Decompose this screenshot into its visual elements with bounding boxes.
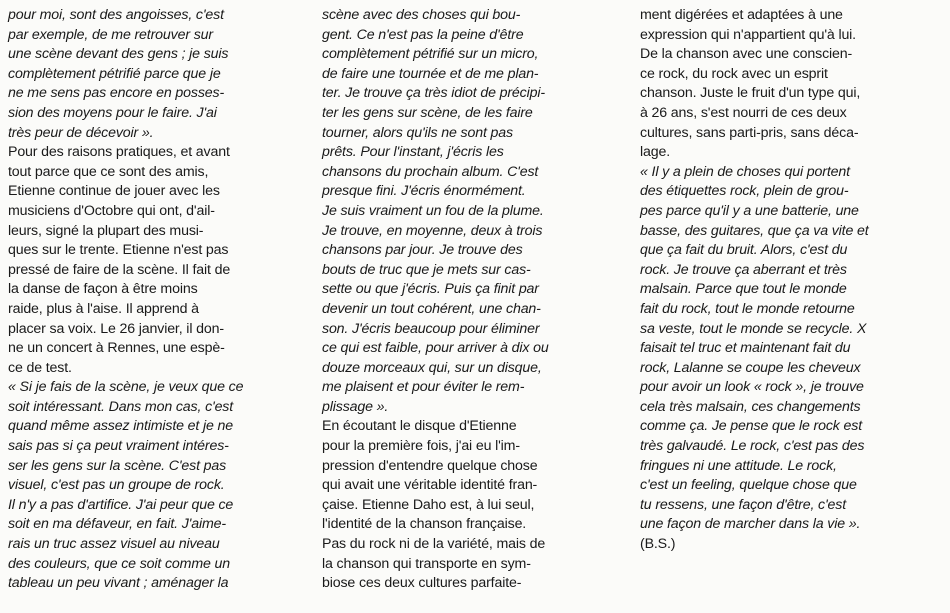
text-line: Etienne continue de jouer avec les bbox=[8, 183, 220, 200]
text-line: fait du rock, tout le monde retourne bbox=[640, 300, 855, 317]
text-line: çaise. Etienne Daho est, à lui seul, bbox=[322, 496, 535, 513]
text-line: cela très malsain, ces changements bbox=[640, 398, 861, 415]
text-line: soit en ma défaveur, en fait. J'aime- bbox=[8, 516, 226, 533]
text-column-2 bbox=[322, 6, 618, 594]
text-line: biose ces deux cultures parfaite- bbox=[322, 575, 522, 592]
text-line: ques sur le trente. Etienne n'est pas bbox=[8, 242, 229, 259]
text-line: En écoutant le disque d'Etienne bbox=[322, 418, 517, 435]
text-line: pour la première fois, j'ai eu l'im- bbox=[322, 438, 520, 455]
text-line: Pas du rock ni de la variété, mais de bbox=[322, 536, 546, 553]
text-line: Pour des raisons pratiques, et avant bbox=[8, 144, 230, 161]
text-line: sa veste, tout le monde se recycle. X bbox=[640, 320, 867, 337]
text-line: ce de test. bbox=[8, 359, 72, 376]
text-line: une scène devant des gens ; je suis bbox=[8, 46, 229, 63]
text-line: pour moi, sont des angoisses, c'est bbox=[8, 7, 224, 23]
text-line: ce rock, du rock avec un esprit bbox=[640, 65, 828, 82]
text-line: la chanson qui transporte en sym- bbox=[322, 555, 531, 572]
text-line: comme ça. Je pense que le rock est bbox=[640, 418, 863, 435]
text-line: quand même assez intimiste et je ne bbox=[8, 418, 234, 435]
text-line: presque fini. J'écris énormément. bbox=[322, 183, 526, 200]
text-line: que ça fait du bruit. Alors, c'est du bbox=[640, 242, 848, 259]
text-line: chansons du prochain album. C'est bbox=[322, 163, 539, 180]
text-line: très galvaudé. Le rock, c'est pas des bbox=[640, 438, 865, 455]
text-line: prêts. Pour l'instant, j'écris les bbox=[322, 144, 504, 161]
text-line: me plaisent et pour éviter le rem- bbox=[322, 379, 525, 396]
text-line: complètement pétrifié sur un micro, bbox=[322, 46, 539, 63]
text-line: lage. bbox=[640, 144, 671, 161]
text-line: des couleurs, que ce soit comme un bbox=[8, 555, 231, 572]
text-line: tourner, alors qu'ils ne sont pas bbox=[322, 124, 513, 141]
text-line: son. J'écris beaucoup pour éliminer bbox=[322, 320, 540, 337]
text-line: tableau un peu vivant ; aménager la bbox=[8, 575, 229, 592]
text-column-1 bbox=[8, 6, 306, 594]
text-line: ter. Je trouve ça très idiot de précipi- bbox=[322, 85, 545, 102]
text-line: gent. Ce n'est pas la peine d'être bbox=[322, 26, 524, 43]
text-line: c'est un feeling, quelque chose que bbox=[640, 477, 857, 494]
text-line: visuel, c'est pas un groupe de rock. bbox=[8, 477, 225, 494]
text-line: cultures, sans parti-pris, sans déca- bbox=[640, 124, 859, 141]
text-line: rock. Je trouve ça aberrant et très bbox=[640, 261, 847, 278]
text-line: rais un truc assez visuel au niveau bbox=[8, 536, 220, 553]
text-line: Je suis vraiment un fou de la plume. bbox=[322, 202, 544, 219]
text-line: ment digérées et adaptées à une bbox=[640, 7, 843, 23]
text-line: ser les gens sur la scène. C'est pas bbox=[8, 457, 227, 474]
text-line: très peur de décevoir ». bbox=[8, 124, 154, 141]
text-line: De la chanson avec une conscien- bbox=[640, 46, 853, 63]
text-column-3 bbox=[640, 6, 940, 555]
text-line: ne un concert à Rennes, une espè- bbox=[8, 340, 225, 357]
text-line: scène avec des choses qui bou- bbox=[322, 7, 521, 23]
text-line: tu ressens, une façon d'être, c'est bbox=[640, 496, 847, 513]
text-line: « Il y a plein de choses qui portent bbox=[640, 163, 850, 180]
text-line: par exemple, de me retrouver sur bbox=[8, 26, 213, 43]
text-line: soit intéressant. Dans mon cas, c'est bbox=[8, 398, 234, 415]
text-line: expression qui n'appartient qu'à lui. bbox=[640, 26, 856, 43]
text-line: malsain. Parce que tout le monde bbox=[640, 281, 847, 298]
text-line: l'identité de la chanson française. bbox=[322, 516, 527, 533]
text-line: une façon de marcher dans la vie ». bbox=[640, 516, 861, 533]
text-line: la danse de façon à être moins bbox=[8, 281, 198, 298]
text-line: Je trouve, en moyenne, deux à trois bbox=[322, 222, 543, 239]
text-line: ter les gens sur scène, de les faire bbox=[322, 104, 533, 121]
text-line: de faire une tournée et de me plan- bbox=[322, 65, 539, 82]
text-line: bouts de truc que je mets sur cas- bbox=[322, 261, 531, 278]
text-line: basse, des guitares, que ça va vite et bbox=[640, 222, 869, 239]
text-line: à 26 ans, s'est nourri de ces deux bbox=[640, 104, 847, 121]
text-line: sette ou que j'écris. Puis ça finit par bbox=[322, 281, 539, 298]
text-line: complètement pétrifié parce que je bbox=[8, 65, 221, 82]
text-line: raide, plus à l'aise. Il apprend à bbox=[8, 300, 199, 317]
text-line: ne me sens pas encore en posses- bbox=[8, 85, 225, 102]
text-line: douze morceaux qui, sur un disque, bbox=[322, 359, 542, 376]
text-line: Il n'y a pas d'artifice. J'ai peur que ce bbox=[8, 496, 234, 513]
text-line: sion des moyens pour le faire. J'ai bbox=[8, 104, 217, 121]
text-line: pressé de faire de la scène. Il fait de bbox=[8, 261, 231, 278]
text-line: pes parce qu'il y a une batterie, une bbox=[640, 202, 859, 219]
text-line: pour avoir un look « rock », je trouve bbox=[640, 379, 864, 396]
text-line: rock, Lalanne se coupe les cheveux bbox=[640, 359, 861, 376]
text-line: pression d'entendre quelque chose bbox=[322, 457, 538, 474]
text-line: fringues ni une attitude. Le rock, bbox=[640, 457, 837, 474]
text-line: sais pas si ça peut vraiment intéres- bbox=[8, 438, 229, 455]
text-line: plissage ». bbox=[322, 398, 389, 415]
text-line: faisait tel truc et maintenant fait du bbox=[640, 340, 851, 357]
text-line: des étiquettes rock, plein de grou- bbox=[640, 183, 849, 200]
text-line: musiciens d'Octobre qui ont, d'ail- bbox=[8, 202, 215, 219]
text-line: chanson. Juste le fruit d'un type qui, bbox=[640, 85, 861, 102]
text-line: « Si je fais de la scène, je veux que ce bbox=[8, 379, 244, 396]
text-line: placer sa voix. Le 26 janvier, il don- bbox=[8, 320, 224, 337]
text-line: leurs, signé la plupart des musi- bbox=[8, 222, 204, 239]
text-line: ce qui est faible, pour arriver à dix ou bbox=[322, 340, 549, 357]
text-line: devenir un tout cohérent, une chan- bbox=[322, 300, 541, 317]
text-line: tout parce que ce sont des amis, bbox=[8, 163, 209, 180]
text-line: qui avait une véritable identité fran- bbox=[322, 477, 538, 494]
text-line: (B.S.) bbox=[640, 536, 676, 553]
text-line: chansons par jour. Je trouve des bbox=[322, 242, 523, 259]
